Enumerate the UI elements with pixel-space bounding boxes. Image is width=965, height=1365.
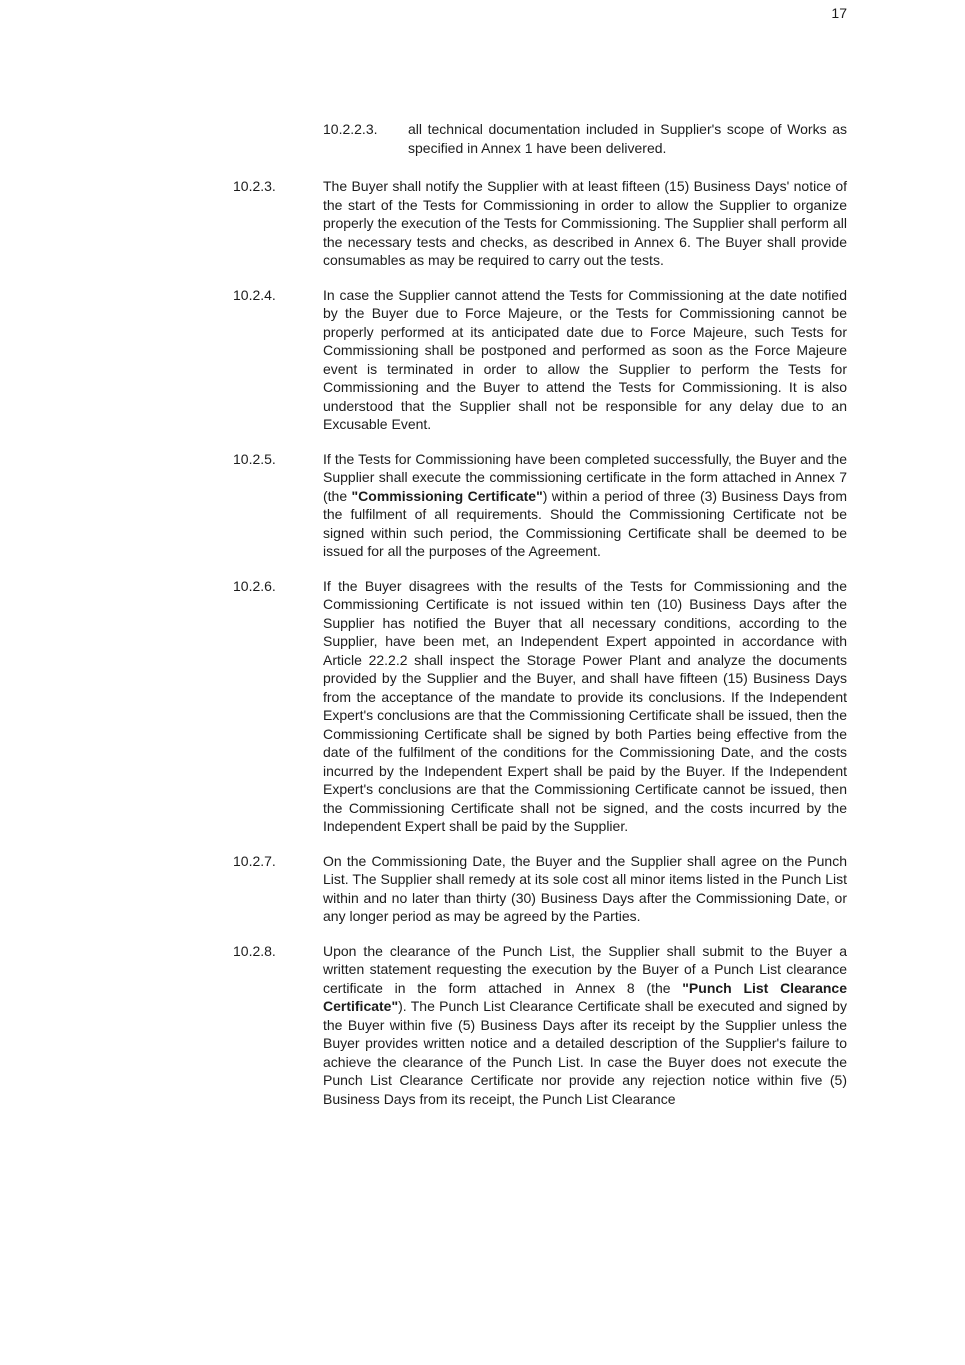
clause-10-2-8 xyxy=(233,942,847,1109)
page-number: 17 xyxy=(831,5,847,21)
clause-text-run: ) within a period of three (3) Business Days from the fulfilment of all requirements. Should the Commissioning Certificate not be signed within such period, the Commissioning Certificate shall be deemed to be issued for all the purposes of the Agreement. xyxy=(323,487,848,559)
clause-number: 10.2.3. xyxy=(233,178,276,194)
clause-number: 10.2.8. xyxy=(233,942,276,959)
clause-text xyxy=(408,120,847,157)
clause-10-2-5 xyxy=(233,450,847,561)
clause-text xyxy=(323,450,847,561)
clause-text-run: On the Commissioning Date, the Buyer and the Supplier shall agree on the Punch List. The Supplier shall remedy at its sole cost all minor items listed in the Punch List within and no later than thirty (30) Business Days after the Commissioning Date, or any longer period as may be agreed by the Parties. xyxy=(323,852,847,924)
clause-10-2-6 xyxy=(233,577,847,836)
clause-10-2-7 xyxy=(233,852,847,926)
clause-10-2-4 xyxy=(233,286,847,434)
clause-number: 10.2.4. xyxy=(233,286,276,303)
clause-text-run: Upon the clearance of the Punch List, the Supplier shall submit to the Buyer a written statement requesting the execution by the Buyer of a Punch List clearance certificate in the form attached in Annex 8 (the xyxy=(323,942,847,996)
defined-term-commissioning-certificate: "Commissioning Certificate" xyxy=(351,487,543,504)
clause-text xyxy=(323,942,847,1109)
clause-text-run: ). The Punch List Clearance Certificate shall be executed and signed by the Buyer within five (5) Business Days after its receipt by the Supplier unless the Buyer provides written notice and a detailed description of the Supplier's failure to achieve the clearance of the Punch List. In case the Buyer does not execute the Punch List Clearance Certificate nor provide any rejection notice within five (5) Business Days from its receipt, the Punch List Clearance xyxy=(323,998,847,1107)
clause-text xyxy=(323,852,847,926)
clause-10-2-3 xyxy=(233,177,847,270)
contract-body xyxy=(233,120,847,1108)
clause-10-2-2-3 xyxy=(323,120,847,157)
clause-number: 10.2.2.3. xyxy=(323,121,378,137)
clause-text xyxy=(323,577,847,836)
defined-term-punch-list-clearance-certificate: "Punch List Clearance Certificate" xyxy=(323,979,847,1014)
clause-text xyxy=(323,286,847,434)
clause-number: 10.2.7. xyxy=(233,852,276,869)
clause-text-run: If the Buyer disagrees with the results of the Tests for Commissioning and the Commissioning Certificate is not issued within ten (10) Business Days after the Supplier has notified the Buyer that all necessary conditions, according to the Supplier, have been met, an Independent Expert appointed in accordance with Article 22.2.2 shall inspect the Storage Power Plant and analyze the documents provided by the Supplier and the Buyer, and shall have fifteen (15) Business Days from the acceptance of the mandate to provide its conclusions. If the Independent Expert's conclusions are that the Commissioning Certificate shall be issued, then the Commissioning Certificate shall be signed by both Parties being effective from the date of the fulfilment of the conditions for the Commissioning Date, and the costs incurred by the Independent Expert shall be paid by the Buyer. If the Independent Expert's conclusions are that the Commissioning Certificate cannot be issued, then the Commissioning Certificate shall not be signed, and the costs incurred by the Independent Expert shall be paid by the Supplier. xyxy=(323,577,847,834)
clause-text-run: all technical documentation included in Supplier's scope of Works as specified in Annex 1 have been delivered. xyxy=(408,121,847,156)
clause-text xyxy=(323,177,847,270)
clause-text-run: The Buyer shall notify the Supplier with at least fifteen (15) Business Days' notice of the start of the Tests for Commissioning in order to allow the Supplier to organize properly the execution of the Tests for Commissioning. The Supplier shall perform all the necessary tests and checks, as described in Annex 6. The Buyer shall provide consumables as may be required to carry out the tests. xyxy=(323,178,847,268)
clause-text-run: In case the Supplier cannot attend the Tests for Commissioning at the date notified by the Buyer due to Force Majeure, or the Tests for Commissioning cannot be properly performed at its anticipated date due to Force Majeure, such Tests for Commissioning shall be postponed and performed as soon as the Force Majeure event is terminated in order to allow the Supplier to perform the Tests for Commissioning and the Buyer to attend the Tests for Commissioning. It is also understood that the Supplier shall not be responsible for any delay due to an Excusable Event. xyxy=(323,286,847,432)
clause-number: 10.2.6. xyxy=(233,577,276,594)
clause-text-run: If the Tests for Commissioning have been completed successfully, the Buyer and the Supplier shall execute the commissioning certificate in the form attached in Annex 7 (the xyxy=(323,450,847,504)
clause-number: 10.2.5. xyxy=(233,450,276,467)
